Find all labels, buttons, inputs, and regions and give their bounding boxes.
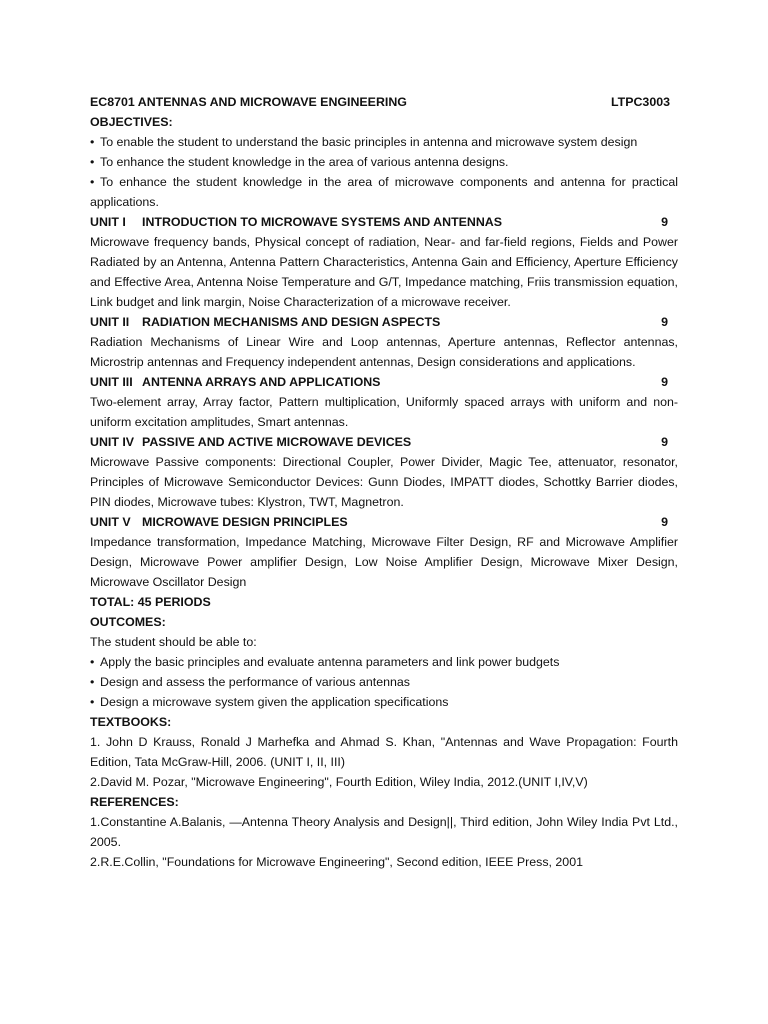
unit-heading bbox=[90, 212, 502, 232]
unit-heading bbox=[90, 372, 380, 392]
unit-hours: 9 bbox=[661, 515, 668, 529]
unit-hours: 9 bbox=[661, 435, 668, 449]
outcome-item bbox=[90, 652, 678, 672]
textbook-item: 2.David M. Pozar, "Microwave Engineering", Fourth Edition, Wiley India, 2012.(UNIT I,IV,V) bbox=[90, 775, 588, 789]
outcome-item bbox=[90, 672, 678, 692]
textbook-item: 1. John D Krauss, Ronald J Marhefka and Ahmad S. Khan, "Antennas and Wave Propagation: Fourth Edition, Tata McGraw-Hill, 2006. (UNIT I, II, III) bbox=[90, 735, 678, 769]
unit-heading bbox=[90, 512, 348, 532]
unit-hours: 9 bbox=[661, 315, 668, 329]
textbooks-heading: TEXTBOOKS: bbox=[90, 715, 172, 729]
unit-title: INTRODUCTION TO MICROWAVE SYSTEMS AND ANTENNAS bbox=[142, 215, 503, 229]
outcome-item bbox=[90, 692, 678, 712]
unit-title: PASSIVE AND ACTIVE MICROWAVE DEVICES bbox=[142, 435, 412, 449]
course-header bbox=[90, 92, 678, 112]
unit-heading bbox=[90, 312, 440, 332]
objective-text: To enable the student to understand the basic principles in antenna and microwave system design bbox=[100, 135, 638, 149]
unit-hours: 9 bbox=[661, 215, 668, 229]
objective-item bbox=[90, 172, 678, 212]
unit-header-1 bbox=[90, 212, 678, 232]
outcome-text: Design and assess the performance of various antennas bbox=[100, 675, 410, 689]
unit-content-4: Microwave Passive components: Directional Coupler, Power Divider, Magic Tee, attenuator, resonator, Principles of Microwave Semiconductor Devices: Gunn Diodes, IMPATT diodes, Schottky Barrier diodes, PIN diodes, Microwave tubes: Klystron, TWT, Magnetron. bbox=[90, 455, 678, 509]
outcome-text: Design a microwave system given the application specifications bbox=[100, 695, 449, 709]
total-periods: TOTAL: 45 PERIODS bbox=[90, 595, 211, 609]
unit-header-4 bbox=[90, 432, 678, 452]
unit-header-2 bbox=[90, 312, 678, 332]
unit-number: UNIT II bbox=[90, 315, 130, 329]
unit-header-3 bbox=[90, 372, 678, 392]
unit-hours: 9 bbox=[661, 375, 668, 389]
outcome-text: Apply the basic principles and evaluate antenna parameters and link power budgets bbox=[100, 655, 560, 669]
unit-heading bbox=[90, 432, 411, 452]
objective-text: To enhance the student knowledge in the area of microwave components and antenna for practical applications. bbox=[90, 175, 678, 209]
objective-item bbox=[90, 152, 678, 172]
unit-content-2: Radiation Mechanisms of Linear Wire and Loop antennas, Aperture antennas, Reflector antennas, Microstrip antennas and Frequency independent antennas, Design considerations and applications. bbox=[90, 335, 678, 369]
unit-title: MICROWAVE DESIGN PRINCIPLES bbox=[142, 515, 348, 529]
unit-title: RADIATION MECHANISMS AND DESIGN ASPECTS bbox=[142, 315, 441, 329]
syllabus-page bbox=[90, 92, 678, 872]
unit-number: UNIT I bbox=[90, 215, 126, 229]
unit-number: UNIT III bbox=[90, 375, 133, 389]
reference-item: 1.Constantine A.Balanis, —Antenna Theory Analysis and Design||, Third edition, John Wiley India Pvt Ltd., 2005. bbox=[90, 815, 678, 849]
unit-number: UNIT IV bbox=[90, 435, 135, 449]
outcomes-intro: The student should be able to: bbox=[90, 635, 257, 649]
unit-content-1: Microwave frequency bands, Physical concept of radiation, Near- and far-field regions, Fields and Power Radiated by an Antenna, Antenna Pattern Characteristics, Antenna Gain and Efficiency, Aperture Efficiency and Effective Area, Antenna Noise Temperature and G/T, Impedance matching, Friis transmission equation, Link budget and link margin, Noise Characterization of a microwave receiver. bbox=[90, 235, 678, 309]
unit-content-5: Impedance transformation, Impedance Matching, Microwave Filter Design, RF and Microwave Amplifier Design, Microwave Power amplifier Design, Low Noise Amplifier Design, Microwave Mixer Design, Microwave Oscillator Design bbox=[90, 535, 678, 589]
unit-content-3: Two-element array, Array factor, Pattern multiplication, Uniformly spaced arrays with uniform and non-uniform excitation amplitudes, Smart antennas. bbox=[90, 395, 678, 429]
references-heading: REFERENCES: bbox=[90, 795, 179, 809]
objective-item bbox=[90, 132, 678, 152]
outcomes-heading: OUTCOMES: bbox=[90, 615, 166, 629]
reference-item: 2.R.E.Collin, "Foundations for Microwave Engineering", Second edition, IEEE Press, 2001 bbox=[90, 855, 583, 869]
course-title: EC8701 ANTENNAS AND MICROWAVE ENGINEERING bbox=[90, 95, 407, 109]
objectives-heading: OBJECTIVES: bbox=[90, 115, 173, 129]
unit-number: UNIT V bbox=[90, 515, 131, 529]
unit-header-5 bbox=[90, 512, 678, 532]
unit-title: ANTENNA ARRAYS AND APPLICATIONS bbox=[142, 375, 381, 389]
objective-text: To enhance the student knowledge in the area of various antenna designs. bbox=[100, 155, 509, 169]
ltpc-code: LTPC3003 bbox=[611, 95, 670, 109]
